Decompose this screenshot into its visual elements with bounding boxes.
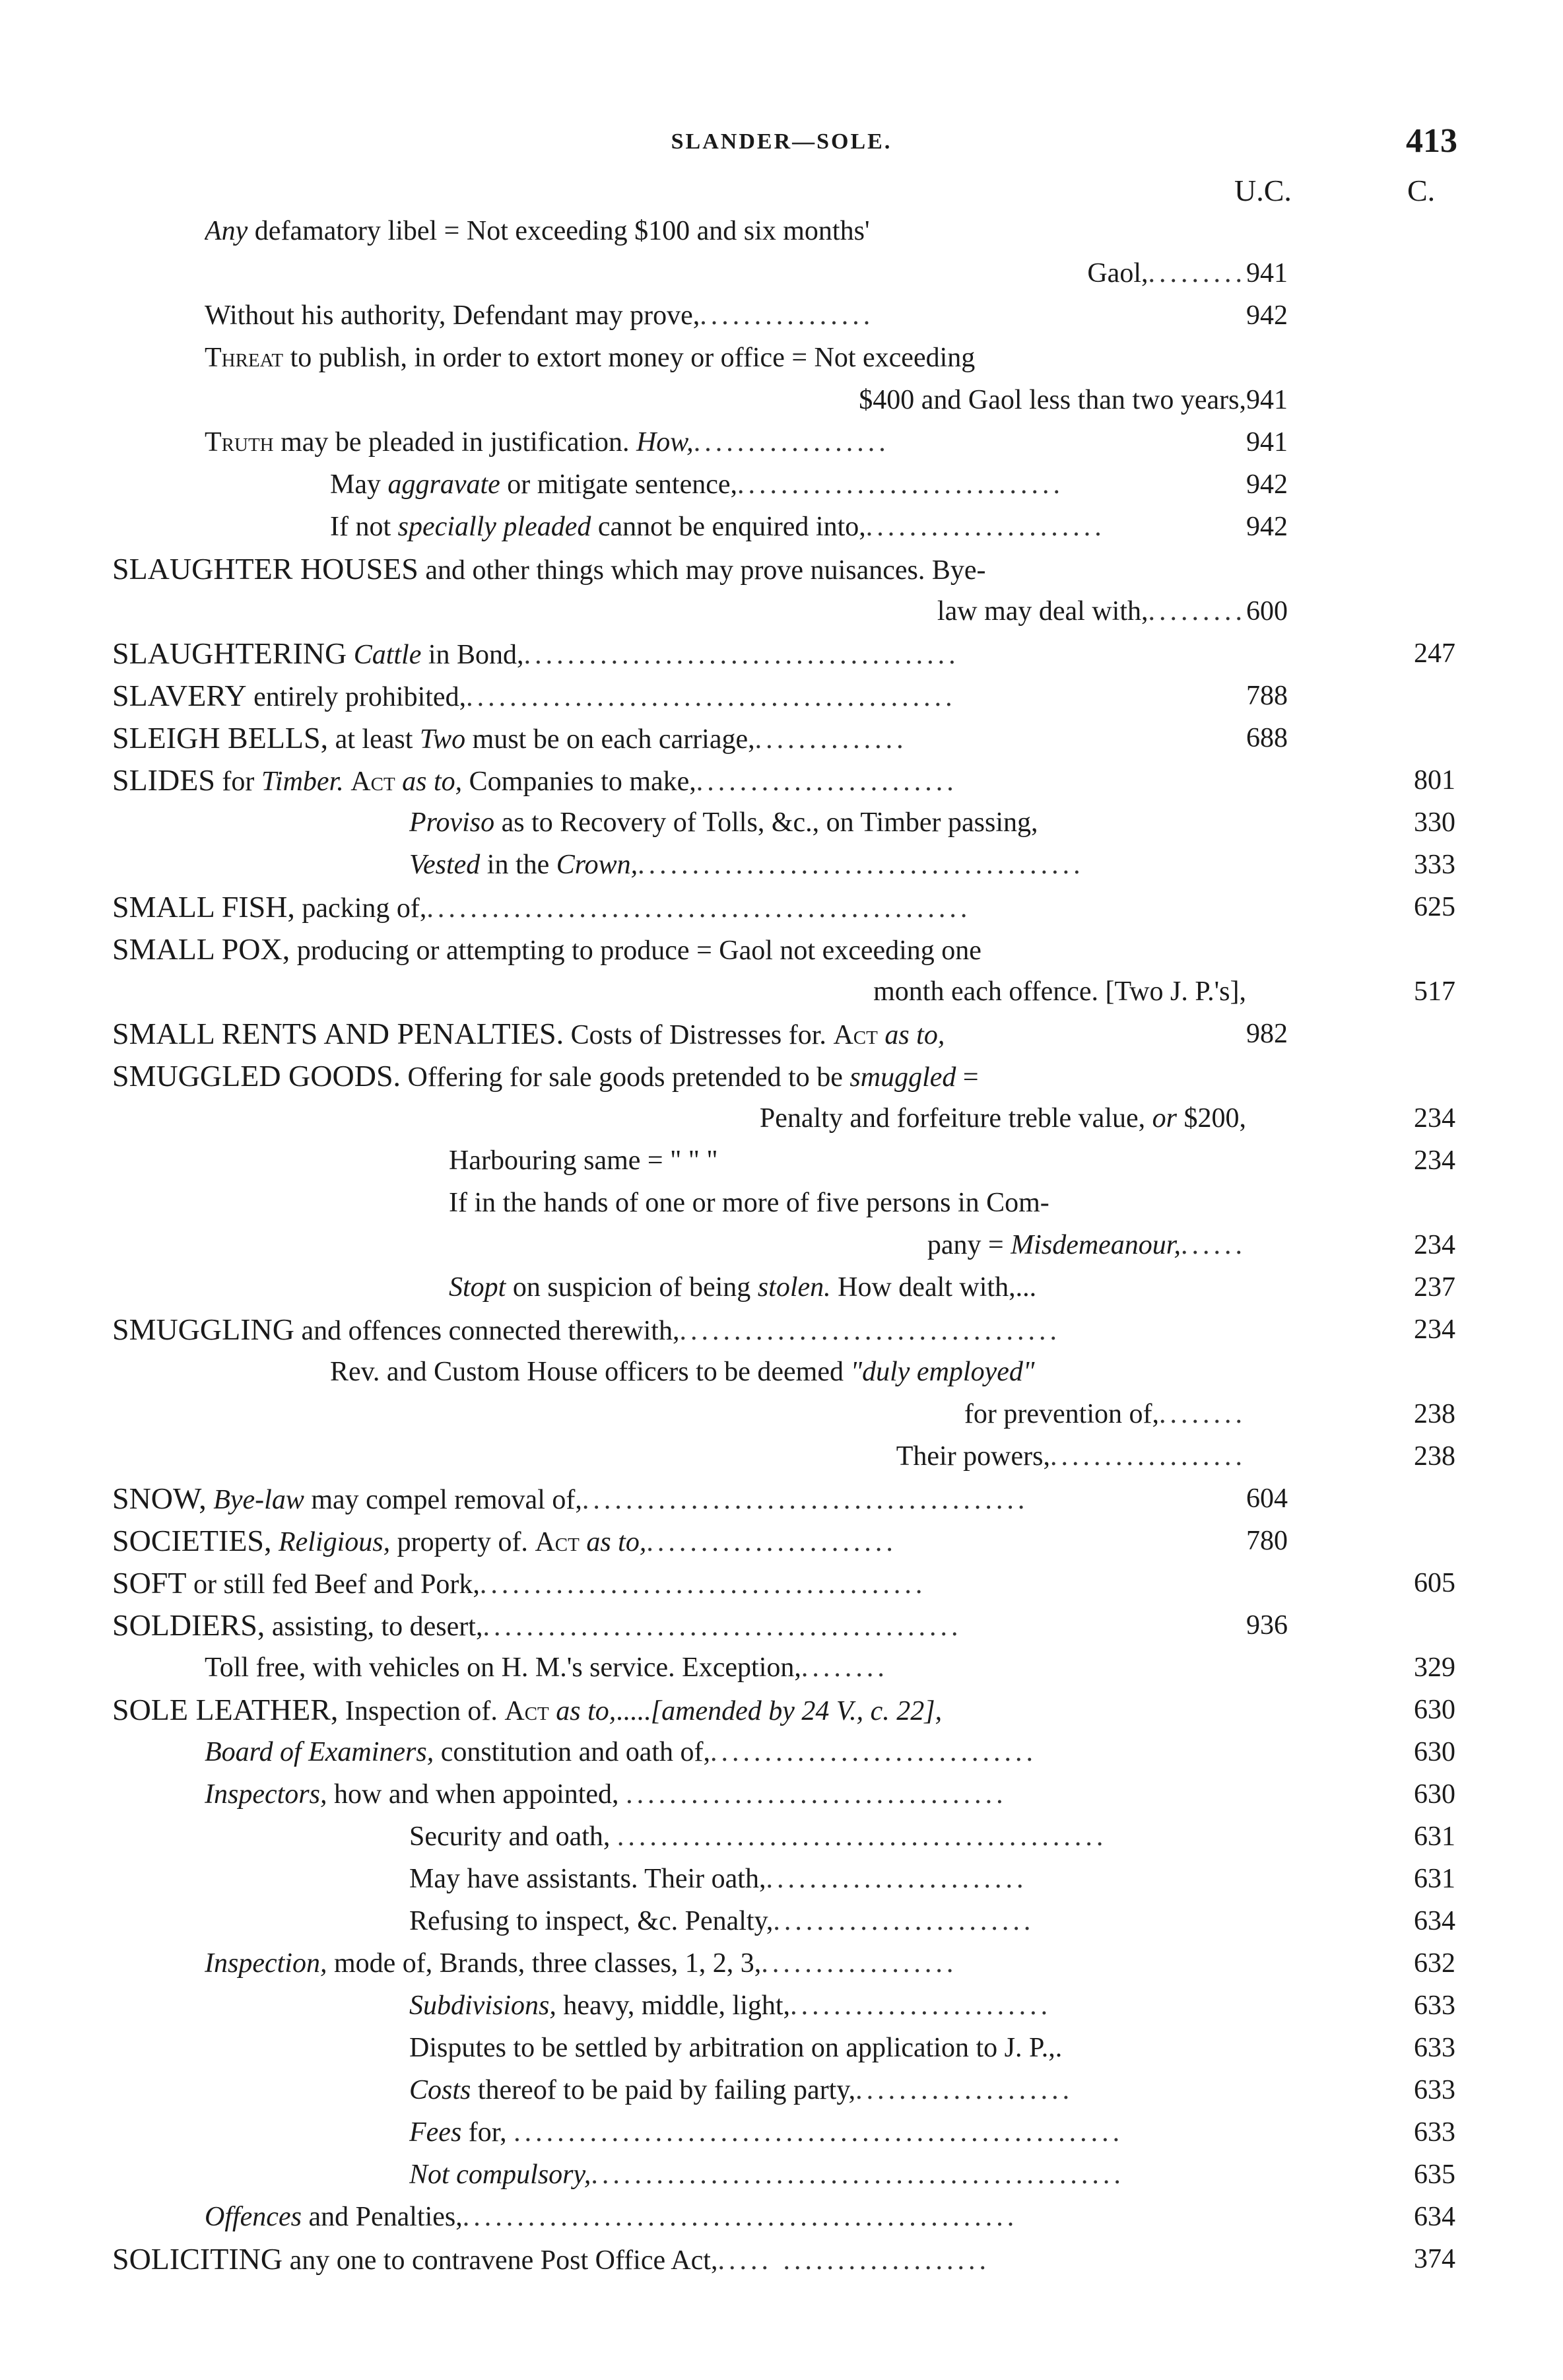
dot-leader: ....................: [855, 2075, 1074, 2105]
dot-leader: .........................................: [479, 1569, 927, 1600]
index-entry-line: [0, 2111, 1563, 2154]
dot-leader: ........................: [773, 1906, 1035, 1936]
index-entry-line: [0, 1139, 1563, 1182]
dot-leader: ............................................: [482, 1612, 962, 1642]
entry-text-run: Offences: [205, 2202, 302, 2232]
entry-text-run: in Bond,: [421, 640, 524, 670]
dot-leader: .............................................: [466, 682, 956, 712]
dot-leader: ........................: [790, 1990, 1052, 2021]
index-entry-line: [0, 1351, 1563, 1393]
entry-text: [409, 1985, 1246, 2027]
entry-text-run: for,: [461, 2117, 514, 2148]
entry-text-run: for: [215, 766, 261, 797]
page-ref-canada: 634: [1414, 2202, 1455, 2232]
dot-leader: ........: [801, 1652, 888, 1683]
entry-text-run: Costs of Distresses for.: [564, 1020, 834, 1050]
entry-text-run: Board of Examiners,: [205, 1737, 434, 1767]
entry-text-run: as to Recovery of Tolls, &c., on Timber passing,: [494, 807, 1038, 838]
entry-text-run: mode of, Brands, three classes, 1, 2, 3,: [327, 1948, 762, 1979]
page-ref-upper-canada: 942: [1246, 469, 1288, 500]
index-entry-line: [0, 252, 1563, 294]
index-entry-line: [0, 210, 1563, 252]
entry-text: [409, 844, 1246, 886]
page-ref-canada: 633: [1414, 2075, 1455, 2105]
page-ref-upper-canada: 600: [1246, 596, 1288, 627]
entry-text: [409, 1858, 1246, 1900]
dot-leader: ......................: [865, 512, 1106, 542]
entry-text: [112, 1562, 1246, 1606]
entry-text-run: Penalty and forfeiture treble value,: [759, 1103, 1152, 1134]
page-ref-upper-canada: 941: [1246, 258, 1288, 289]
entry-text-run: Not compulsory,: [409, 2159, 591, 2190]
entry-text: [205, 294, 1246, 337]
index-entry-line: [0, 1816, 1563, 1858]
entry-text-run: "duly employed": [850, 1357, 1035, 1387]
entry-text-run: Act: [833, 1020, 878, 1050]
entry-text-run: assisting, to desert,: [265, 1612, 483, 1642]
entry-text-run: producing or attempting to produce = Gaol not exceeding one: [290, 935, 981, 966]
index-entry-line: [0, 675, 1563, 717]
entry-text: [205, 1773, 1246, 1816]
page-ref-canada: 635: [1414, 2159, 1455, 2190]
page-ref-canada: 631: [1414, 1821, 1455, 1852]
column-heading-canada: C.: [1407, 174, 1436, 207]
entry-text-run: for prevention of,: [964, 1399, 1159, 1429]
index-entry-line: [0, 294, 1563, 337]
index-entry-line: [0, 2027, 1563, 2069]
index-entry-line: [0, 1773, 1563, 1816]
entry-text-run: Bye-law: [213, 1485, 304, 1515]
dot-leader: ...................................: [679, 1316, 1061, 1346]
entry-text-run: How dealt with,...: [830, 1272, 1037, 1303]
entry-text-run: cannot be enquired into,: [591, 512, 866, 542]
entry-text-run: in the: [480, 850, 556, 880]
entry-text: [873, 970, 1246, 1013]
dot-leader: ........: [1159, 1399, 1246, 1429]
page-ref-canada: 517: [1414, 976, 1455, 1007]
page-ref-canada: 630: [1414, 1779, 1455, 1810]
index-entry-line: [0, 1013, 1563, 1055]
entry-text-run: Security and oath,: [409, 1821, 617, 1852]
page-ref-upper-canada: 941: [1246, 385, 1288, 415]
entry-text-run: defamatory libel = Not exceeding $100 and six months': [248, 216, 870, 246]
entry-text-run: any one to contravene Post Office Act,: [283, 2245, 718, 2276]
entry-text-run: Act: [504, 1696, 549, 1726]
index-entry-line: [0, 717, 1563, 759]
dot-leader: ...................................................: [462, 2202, 1018, 2232]
entry-heading-word: SLAVERY: [112, 679, 247, 712]
dot-leader: ..................................................: [426, 893, 972, 924]
index-entry-line: [0, 1309, 1563, 1351]
entry-text: [859, 379, 1246, 421]
entry-text: [330, 506, 1246, 548]
page-ref-canada: 329: [1414, 1652, 1455, 1683]
index-entry-line: [0, 928, 1563, 970]
dot-leader: ......: [1181, 1230, 1246, 1260]
entry-heading-word: SLIDES: [112, 763, 215, 797]
page-ref-canada: 801: [1414, 765, 1455, 796]
entry-text: [449, 1182, 1246, 1224]
entry-text: [937, 590, 1246, 632]
entry-text-run: as to,: [586, 1527, 647, 1557]
entry-text-run: how and when appointed,: [327, 1779, 626, 1810]
index-entry-line: [0, 1942, 1563, 1985]
entry-text-run: [395, 766, 403, 797]
index-entry-line: [0, 1604, 1563, 1647]
entry-text-run: Rev. and Custom House officers to be deemed: [330, 1357, 851, 1387]
entry-text: [409, 2154, 1246, 2196]
dot-leader: ........................: [696, 766, 958, 797]
index-entry-line: [0, 1562, 1563, 1604]
entry-text-run: or still fed Beef and Pork,: [186, 1569, 480, 1600]
dot-leader: ..............: [754, 724, 908, 755]
entry-text: [409, 1816, 1246, 1858]
entry-text: [205, 2196, 1246, 2238]
entry-text-run: Toll free, with vehicles on H. M.'s service. Exception,: [205, 1652, 801, 1683]
index-entry-line: [0, 1435, 1563, 1478]
entry-text-run: Their powers,: [896, 1441, 1050, 1472]
index-entry-line: [0, 886, 1563, 928]
entry-text-run: Threat: [205, 343, 284, 373]
page-ref-canada: 374: [1414, 2244, 1455, 2274]
entry-text-run: Proviso: [409, 807, 495, 838]
page-ref-canada: 234: [1414, 1230, 1455, 1260]
entry-heading-word: SLAUGHTER HOUSES: [112, 552, 418, 586]
entry-text-run: smuggled: [849, 1062, 956, 1093]
entry-heading-word: SMALL POX,: [112, 932, 290, 966]
page-ref-canada: 633: [1414, 1990, 1455, 2021]
entry-heading-word: SOFT: [112, 1566, 187, 1600]
entry-heading-word: SOLDIERS,: [112, 1608, 265, 1642]
entry-text-run: constitution and oath of,: [434, 1737, 711, 1767]
entry-text-run: Refusing to inspect, &c. Penalty,: [409, 1906, 774, 1936]
dot-leader: .........................................: [582, 1485, 1029, 1515]
entry-text-run: Religious,: [279, 1527, 391, 1557]
entry-text-run: Crown,: [556, 850, 638, 880]
entry-heading-word: SMALL FISH,: [112, 890, 295, 924]
entry-text-run: [347, 640, 354, 670]
entry-text-run: Subdivisions,: [409, 1990, 556, 2021]
entry-text: [112, 1013, 1246, 1056]
entry-text-run: Truth: [205, 427, 274, 458]
page-ref-canada: 634: [1414, 1906, 1455, 1936]
page-ref-canada: 234: [1414, 1314, 1455, 1345]
entry-text: [409, 1900, 1246, 1942]
entry-text-run: Two: [419, 724, 466, 755]
entry-text-run: May have assistants. Their oath,: [409, 1864, 766, 1894]
entry-text-run: Companies to make,: [462, 766, 696, 797]
entry-text-run: and other things which may prove nuisances. Bye-: [418, 555, 986, 586]
page-ref-upper-canada: 936: [1246, 1610, 1288, 1641]
entry-text-run: Fees: [409, 2117, 462, 2148]
entry-text-run: or: [1152, 1103, 1177, 1134]
entry-text: [205, 1647, 1246, 1689]
entry-text-run: Inspection,: [205, 1948, 327, 1979]
page-ref-upper-canada: 982: [1246, 1019, 1288, 1049]
entry-text: [112, 928, 1246, 972]
page-ref-canada: 234: [1414, 1145, 1455, 1176]
entry-heading-word: SMUGGLED GOODS.: [112, 1059, 401, 1093]
entry-text: [112, 1478, 1246, 1521]
entry-text-run: or mitigate sentence,: [500, 469, 737, 500]
page-ref-canada: 330: [1414, 807, 1455, 838]
index-entry-line: [0, 1478, 1563, 1520]
entry-text: [112, 632, 1246, 676]
index-entry-line: [0, 1393, 1563, 1435]
dot-leader: .......................: [646, 1527, 897, 1557]
page-ref-upper-canada: 788: [1246, 681, 1288, 711]
entry-heading-word: SLEIGH BELLS,: [112, 721, 329, 755]
index-entry-line: [0, 801, 1563, 844]
running-head: SLANDER—SOLE.: [671, 129, 892, 154]
column-heading-upper-canada: U.C.: [1234, 174, 1292, 207]
entry-text: [112, 1689, 1246, 1732]
page-ref-upper-canada: 942: [1246, 512, 1288, 542]
entry-text: [330, 1351, 1246, 1393]
page-ref-canada: 630: [1414, 1695, 1455, 1725]
entry-text-run: pany =: [927, 1230, 1011, 1260]
entry-heading-word: SOLICITING: [112, 2242, 283, 2276]
entry-text: [1087, 252, 1246, 294]
dot-leader: ..................: [761, 1948, 958, 1979]
entry-text: [112, 717, 1246, 761]
index-entry-line: [0, 1055, 1563, 1097]
entry-heading-word: SLAUGHTERING: [112, 636, 347, 670]
entry-text: [112, 759, 1246, 803]
entry-text: [449, 1139, 1246, 1182]
entry-text-run: packing of,: [294, 893, 427, 924]
entry-text-run: [207, 1485, 214, 1515]
entry-text-run: on suspicion of being: [506, 1272, 758, 1303]
entry-text-run: specially pleaded: [397, 512, 591, 542]
page-ref-canada: 633: [1414, 2033, 1455, 2063]
entry-text-run: heavy, middle, light,: [556, 1990, 791, 2021]
dot-leader: ..............................: [737, 469, 1064, 500]
entry-text-run: Inspection of.: [338, 1696, 505, 1726]
page-ref-canada: 625: [1414, 892, 1455, 922]
index-entry-line: [0, 1097, 1563, 1139]
entry-text-run: How,: [636, 427, 694, 458]
entry-text: [112, 1055, 1246, 1099]
index-entry-line: [0, 970, 1563, 1013]
page-ref-canada: 631: [1414, 1864, 1455, 1894]
entry-text-run: Gaol,: [1087, 258, 1148, 289]
entry-text-run: [580, 1527, 587, 1557]
dot-leader: ..................: [1050, 1441, 1246, 1472]
entry-text-run: as to,: [884, 1020, 945, 1050]
page-ref-canada: 630: [1414, 1737, 1455, 1767]
entry-text: [112, 1309, 1246, 1352]
entry-text: [112, 1604, 1246, 1648]
dot-leader: ...................................: [626, 1779, 1007, 1810]
entry-text: [409, 2111, 1246, 2154]
entry-heading-word: SMALL RENTS AND PENALTIES.: [112, 1017, 564, 1050]
entry-text-run: may be pleaded in justification.: [273, 427, 636, 458]
entry-heading-word: SMUGGLING: [112, 1312, 294, 1346]
entry-text-run: [549, 1696, 556, 1726]
dot-leader: ................: [700, 300, 875, 331]
index-entry-line: [0, 590, 1563, 632]
entry-text-run: to publish, in order to extort money or office = Not exceeding: [283, 343, 976, 373]
entry-text: [205, 337, 1246, 379]
entry-text: [330, 463, 1246, 506]
entry-text-run: Harbouring same = " " ": [449, 1145, 718, 1176]
index-entry-line: [0, 2196, 1563, 2238]
index-entry-line: [0, 759, 1563, 801]
dot-leader: .................................................: [591, 2159, 1125, 2190]
dot-leader: ..... ...................: [717, 2245, 990, 2276]
entry-text-run: May: [330, 469, 388, 500]
index-entry-line: [0, 1900, 1563, 1942]
index-entry-line: [0, 337, 1563, 379]
page-ref-canada: 333: [1414, 850, 1455, 880]
index-entry-line: [0, 844, 1563, 886]
index-entry-line: [0, 1182, 1563, 1224]
entry-text: [760, 1097, 1246, 1139]
entry-text: [409, 2027, 1246, 2069]
dot-leader: ........................................................: [514, 2117, 1124, 2148]
page-ref-canada: 632: [1414, 1948, 1455, 1979]
index-entry-line: [0, 1689, 1563, 1731]
entry-text: [112, 548, 1246, 592]
index-entry-line: [0, 1266, 1563, 1309]
entry-text-run: must be on each carriage,: [465, 724, 755, 755]
index-entry-line: [0, 463, 1563, 506]
page-ref-upper-canada: 604: [1246, 1483, 1288, 1514]
page-ref-canada: 247: [1414, 638, 1455, 669]
entry-text: [449, 1266, 1246, 1309]
entry-text-run: =: [956, 1062, 979, 1093]
entry-text-run: and Penalties,: [301, 2202, 463, 2232]
entry-text-run: may compel removal of,: [304, 1485, 582, 1515]
entry-text-run: Act: [350, 766, 395, 797]
entry-text-run: property of.: [390, 1527, 535, 1557]
page-ref-upper-canada: 941: [1246, 427, 1288, 458]
page-ref-canada: 605: [1414, 1568, 1455, 1598]
index-entry-line: [0, 506, 1563, 548]
index-entry-line: [0, 1224, 1563, 1266]
dot-leader: .............................................: [616, 1821, 1108, 1852]
index-entry-line: [0, 1647, 1563, 1689]
entry-text: [927, 1224, 1246, 1266]
entry-text: [112, 675, 1246, 718]
index-entry-line: [0, 421, 1563, 463]
entry-text-run: Timber.: [261, 766, 344, 797]
entry-text: [112, 886, 1246, 930]
entry-text: [112, 1520, 1246, 1563]
entry-text-run: Costs: [409, 2075, 471, 2105]
entry-text-run: $400 and Gaol less than two years,: [859, 385, 1246, 415]
entry-heading-word: SOCIETIES,: [112, 1524, 272, 1557]
entry-text-run: If in the hands of one or more of five persons in Com-: [449, 1188, 1049, 1218]
entry-text-run: Offering for sale goods pretended to be: [401, 1062, 850, 1093]
entry-text: [409, 801, 1246, 844]
index-entry-line: [0, 2069, 1563, 2111]
entry-text-run: Act: [535, 1527, 580, 1557]
page-ref-canada: 238: [1414, 1399, 1455, 1429]
entry-text-run: If not: [330, 512, 398, 542]
entry-text-run: thereof to be paid by failing party,: [471, 2075, 856, 2105]
entry-text-run: aggravate: [387, 469, 500, 500]
entry-text: [409, 2069, 1246, 2111]
index-entry-line: [0, 1985, 1563, 2027]
entry-text: [205, 1942, 1246, 1985]
dot-leader: .........: [1148, 258, 1246, 289]
index-entry-line: [0, 632, 1563, 675]
entry-text-run: Cattle: [353, 640, 422, 670]
dot-leader: .........: [1148, 596, 1246, 627]
entry-text: [205, 1731, 1246, 1773]
entry-text-run: Any: [205, 216, 248, 246]
page-ref-upper-canada: 780: [1246, 1526, 1288, 1556]
page-number: 413: [1406, 122, 1457, 160]
index-entry-line: [0, 2154, 1563, 2196]
dot-leader: ........................: [766, 1864, 1028, 1894]
index-entry-line: [0, 548, 1563, 590]
entry-text-run: [878, 1020, 885, 1050]
entry-text-run: Stopt: [449, 1272, 506, 1303]
entry-text-run: Disputes to be settled by arbitration on application to J. P.,.: [409, 2033, 1063, 2063]
dot-leader: ..................: [693, 427, 890, 458]
index-entry-line: [0, 2238, 1563, 2280]
entry-text-run: [344, 766, 351, 797]
entry-text-run: as to,: [556, 1696, 616, 1726]
entry-text-run: Vested: [409, 850, 481, 880]
page-ref-canada: 633: [1414, 2117, 1455, 2148]
entry-text-run: at least: [328, 724, 420, 755]
dot-leader: ........................................: [523, 640, 960, 670]
index-entry-line: [0, 1520, 1563, 1562]
page-ref-canada: 238: [1414, 1441, 1455, 1472]
entry-text-run: [272, 1527, 279, 1557]
index-entry-line: [0, 1731, 1563, 1773]
entry-text: [205, 421, 1246, 463]
entry-text: [964, 1393, 1246, 1435]
page-ref-upper-canada: 942: [1246, 300, 1288, 331]
entry-text-run: as to,: [402, 766, 463, 797]
entry-text-run: entirely prohibited,: [246, 682, 467, 712]
page-ref-upper-canada: 688: [1246, 723, 1288, 753]
entry-text-run: Inspectors,: [205, 1779, 327, 1810]
index-entry-line: [0, 1858, 1563, 1900]
dot-leader: .........................................: [638, 850, 1084, 880]
index-entry-line: [0, 379, 1563, 421]
dot-leader: ..............................: [710, 1737, 1038, 1767]
entry-text-run: [amended by 24 V., c. 22],: [650, 1696, 943, 1726]
entry-heading-word: SNOW,: [112, 1481, 207, 1515]
entry-text-run: .....: [616, 1696, 651, 1726]
entry-text: [896, 1435, 1246, 1478]
entry-text: [112, 2238, 1246, 2282]
entry-text-run: stolen.: [757, 1272, 831, 1303]
entry-text-run: $200,: [1177, 1103, 1246, 1134]
page-ref-canada: 237: [1414, 1272, 1455, 1303]
entry-text-run: Misdemeanour,: [1011, 1230, 1181, 1260]
entry-heading-word: SOLE LEATHER,: [112, 1693, 339, 1726]
entry-text: [205, 210, 1246, 252]
index-entries: [0, 210, 1563, 2280]
page-ref-canada: 234: [1414, 1103, 1455, 1134]
entry-text-run: and offences connected therewith,: [294, 1316, 680, 1346]
entry-text-run: law may deal with,: [937, 596, 1148, 627]
entry-text-run: month each offence. [Two J. P.'s],: [873, 976, 1246, 1007]
entry-text-run: Without his authority, Defendant may prove,: [205, 300, 700, 331]
